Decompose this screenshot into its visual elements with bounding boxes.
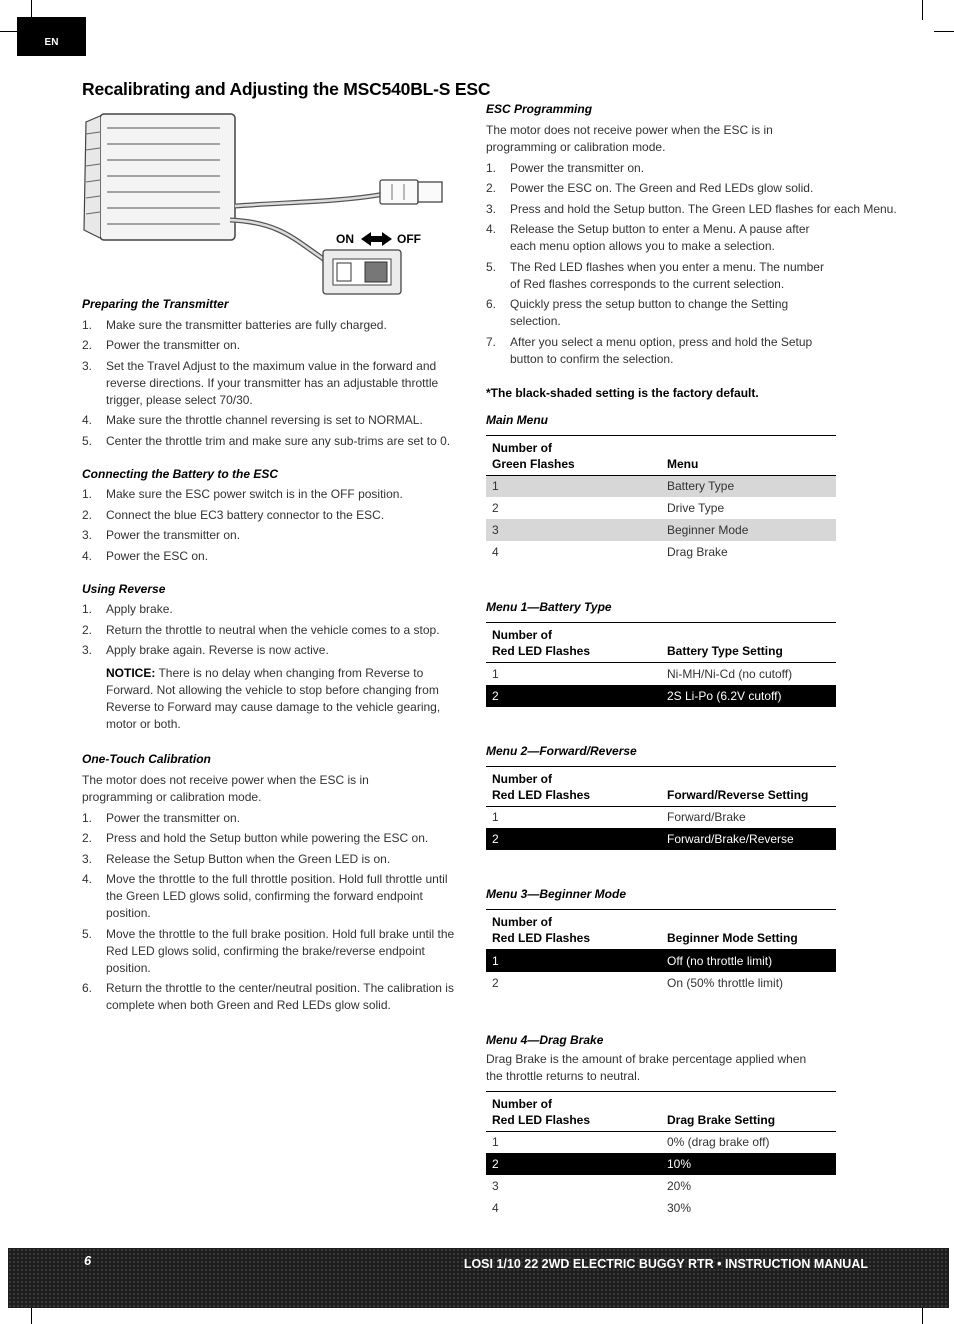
table-row-default: 1 Off (no throttle limit) (486, 950, 836, 972)
section-one-touch-calibration (82, 751, 462, 1014)
drag-brake-table (486, 1091, 836, 1220)
table-row: 3 20% (492, 1179, 692, 1193)
section-heading: Menu 1—Battery Type (486, 600, 612, 614)
section-using-reverse (82, 581, 462, 734)
column-header: Beginner Mode Setting (661, 910, 836, 950)
steps-list (82, 810, 462, 1015)
table-row-default: 2 10% (486, 1153, 836, 1175)
list-item: 1. Make sure the transmitter batteries are fully charged. (82, 317, 387, 332)
list-item: 7. After you select a menu option, press and hold the Setup button to confirm the selection. (486, 334, 813, 366)
section-heading: Menu 2—Forward/Reverse (486, 743, 637, 758)
battery-type-table (486, 622, 836, 707)
list-item: 3. Apply brake again. Reverse is now active. (82, 643, 329, 657)
list-item: 6. Return the throttle to the center/neutral position. The calibration is complete when both Green and Red LEDs glow solid. (82, 981, 454, 1012)
page-number: 6 (84, 1253, 92, 1268)
right-column (486, 101, 897, 1219)
list-item: 3. Release the Setup Button when the Green LED is on. (82, 851, 391, 866)
language-tab: EN (17, 17, 86, 56)
esc-illustration (80, 110, 460, 300)
table-row: 3 Beginner Mode (486, 519, 836, 541)
switch-lead (230, 220, 325, 260)
column-header: Drag Brake Setting (661, 1091, 836, 1131)
intro-paragraph: Drag Brake is the amount of brake percentage applied when the throttle returns to neutral. (486, 1051, 807, 1083)
table-row: 1 Battery Type (486, 475, 836, 497)
crop-mark (922, 0, 923, 20)
receiver-lead (235, 180, 442, 206)
table-row-default: 2 2S Li-Po (6.2V cutoff) (486, 685, 836, 707)
forward-reverse-table (486, 766, 836, 851)
list-item: 2. Connect the blue EC3 battery connector to the ESC. (82, 507, 385, 522)
section-heading: Menu 4—Drag Brake (486, 1032, 604, 1047)
table-row: 2 Drive Type (492, 501, 725, 515)
list-item: 4. Power the ESC on. (82, 548, 209, 563)
section-heading: Using Reverse (82, 581, 166, 596)
section-heading: Connecting the Battery to the ESC (82, 466, 279, 481)
list-item: 2. Power the transmitter on. (82, 338, 241, 352)
column-header: Number of Red LED Flashes (486, 1091, 661, 1131)
factory-default-note: *The black-shaded setting is the factory default. (486, 385, 759, 400)
table-header-row (486, 766, 836, 806)
esc-heatsink (84, 114, 235, 240)
list-item: 5. The Red LED flashes when you enter a menu. The number of Red flashes corresponds to the current selection. (486, 259, 824, 291)
column-header: Number of Red LED Flashes (486, 910, 661, 950)
list-item: 4. Make sure the throttle channel reversing is set to NORMAL. (82, 413, 423, 427)
list-item: 1. Power the transmitter on. (486, 160, 645, 175)
table-header-row (486, 435, 836, 475)
table-row: 1 Ni-MH/Ni-Cd (no cutoff) (492, 666, 793, 681)
intro-paragraph: The motor does not receive power when the ESC is in programming or calibration mode. (486, 123, 773, 154)
list-item: 2. Press and hold the Setup button while powering the ESC on. (82, 831, 429, 845)
section-menu-1 (486, 599, 876, 707)
list-item: 5. Center the throttle trim and make sure any sub-trims are set to 0. (82, 433, 451, 448)
intro-paragraph: The motor does not receive power when the ESC is in programming or calibration mode. (82, 773, 369, 804)
section-heading: ESC Programming (486, 102, 593, 116)
table-header-row (486, 910, 836, 950)
notice-paragraph (82, 665, 462, 733)
table-header-row (486, 623, 836, 663)
main-menu-table (486, 435, 836, 564)
list-item: 1. Apply brake. (82, 602, 173, 616)
list-item: 1. Power the transmitter on. (82, 810, 241, 825)
notice-text: There is no delay when changing from Reverse to Forward. Not allowing the vehicle to stop before changing from Reverse to Forward may cause damage to the vehicle gearing, motor or both. (106, 666, 441, 731)
table-row: 2 On (50% throttle limit) (492, 975, 784, 990)
column-header: Forward/Reverse Setting (661, 766, 836, 806)
steps-list (82, 317, 462, 450)
crop-mark (31, 1306, 32, 1324)
notice-label: NOTICE: (106, 666, 156, 680)
section-heading: One-Touch Calibration (82, 752, 211, 766)
table-header-row (486, 1091, 836, 1131)
table-row: 1 Forward/Brake (492, 810, 746, 825)
steps-list (82, 486, 462, 565)
section-heading: Main Menu (486, 412, 548, 427)
list-item: 2. Return the throttle to neutral when the vehicle comes to a stop. (82, 622, 440, 637)
power-switch (323, 250, 401, 294)
table-row: 1 0% (drag brake off) (492, 1135, 770, 1150)
footer-title: LOSI 1/10 22 2WD ELECTRIC BUGGY RTR • INSTRUCTION MANUAL (463, 1257, 868, 1271)
crop-mark (934, 31, 954, 32)
column-header: Number of Red LED Flashes (486, 766, 661, 806)
section-heading: Menu 3—Beginner Mode (486, 887, 627, 901)
section-heading: Preparing the Transmitter (82, 297, 229, 311)
section-menu-4 (486, 1032, 876, 1220)
list-item: 2. Power the ESC on. The Green and Red LEDs glow solid. (486, 181, 814, 195)
list-item: 5. Move the throttle to the full brake position. Hold full brake until the Red LED glows solid, confirming the brake/reverse endpoint position. (82, 926, 455, 975)
steps-list (82, 601, 462, 659)
table-row-default: 2 Forward/Brake/Reverse (486, 828, 836, 850)
steps-list (486, 160, 897, 368)
switch-off-label: OFF (397, 232, 421, 246)
beginner-mode-table (486, 909, 836, 994)
column-header: Number of Red LED Flashes (486, 623, 661, 663)
table-row: 4 Drag Brake (492, 545, 728, 559)
section-esc-programming (486, 101, 897, 368)
switch-on-label: ON (336, 232, 354, 246)
section-connecting-battery (82, 466, 462, 565)
list-item: 1. Make sure the ESC power switch is in the OFF position. (82, 487, 403, 501)
left-column (82, 296, 462, 1014)
column-header: Number of Green Flashes (486, 435, 661, 475)
list-item: 4. Release the Setup button to enter a Menu. A pause after each menu option allows you to make a selection. (486, 222, 810, 253)
list-item: 3. Power the transmitter on. (82, 528, 241, 542)
section-menu-2 (486, 743, 876, 851)
page-title: Recalibrating and Adjusting the MSC540BL-S ESC (82, 79, 491, 99)
list-item: 6. Quickly press the setup button to change the Setting selection. (486, 297, 789, 328)
section-preparing-transmitter (82, 296, 462, 450)
arrow-icon (361, 232, 392, 246)
list-item: 4. Move the throttle to the full throttle position. Hold full throttle until the Green LED glows solid, confirming the forward endpoint position. (82, 872, 448, 920)
list-item: 3. Press and hold the Setup button. The Green LED flashes for each Menu. (486, 201, 897, 216)
column-header: Battery Type Setting (661, 623, 836, 663)
column-header: Menu (661, 435, 836, 475)
section-main-menu (486, 412, 876, 564)
section-menu-3 (486, 886, 876, 994)
list-item: 3. Set the Travel Adjust to the maximum value in the forward and reverse directions. If your transmitter has an adjustable throttle trigger, please select 70/30. (82, 358, 439, 407)
crop-mark (922, 1306, 923, 1324)
table-row: 4 30% (492, 1201, 692, 1215)
